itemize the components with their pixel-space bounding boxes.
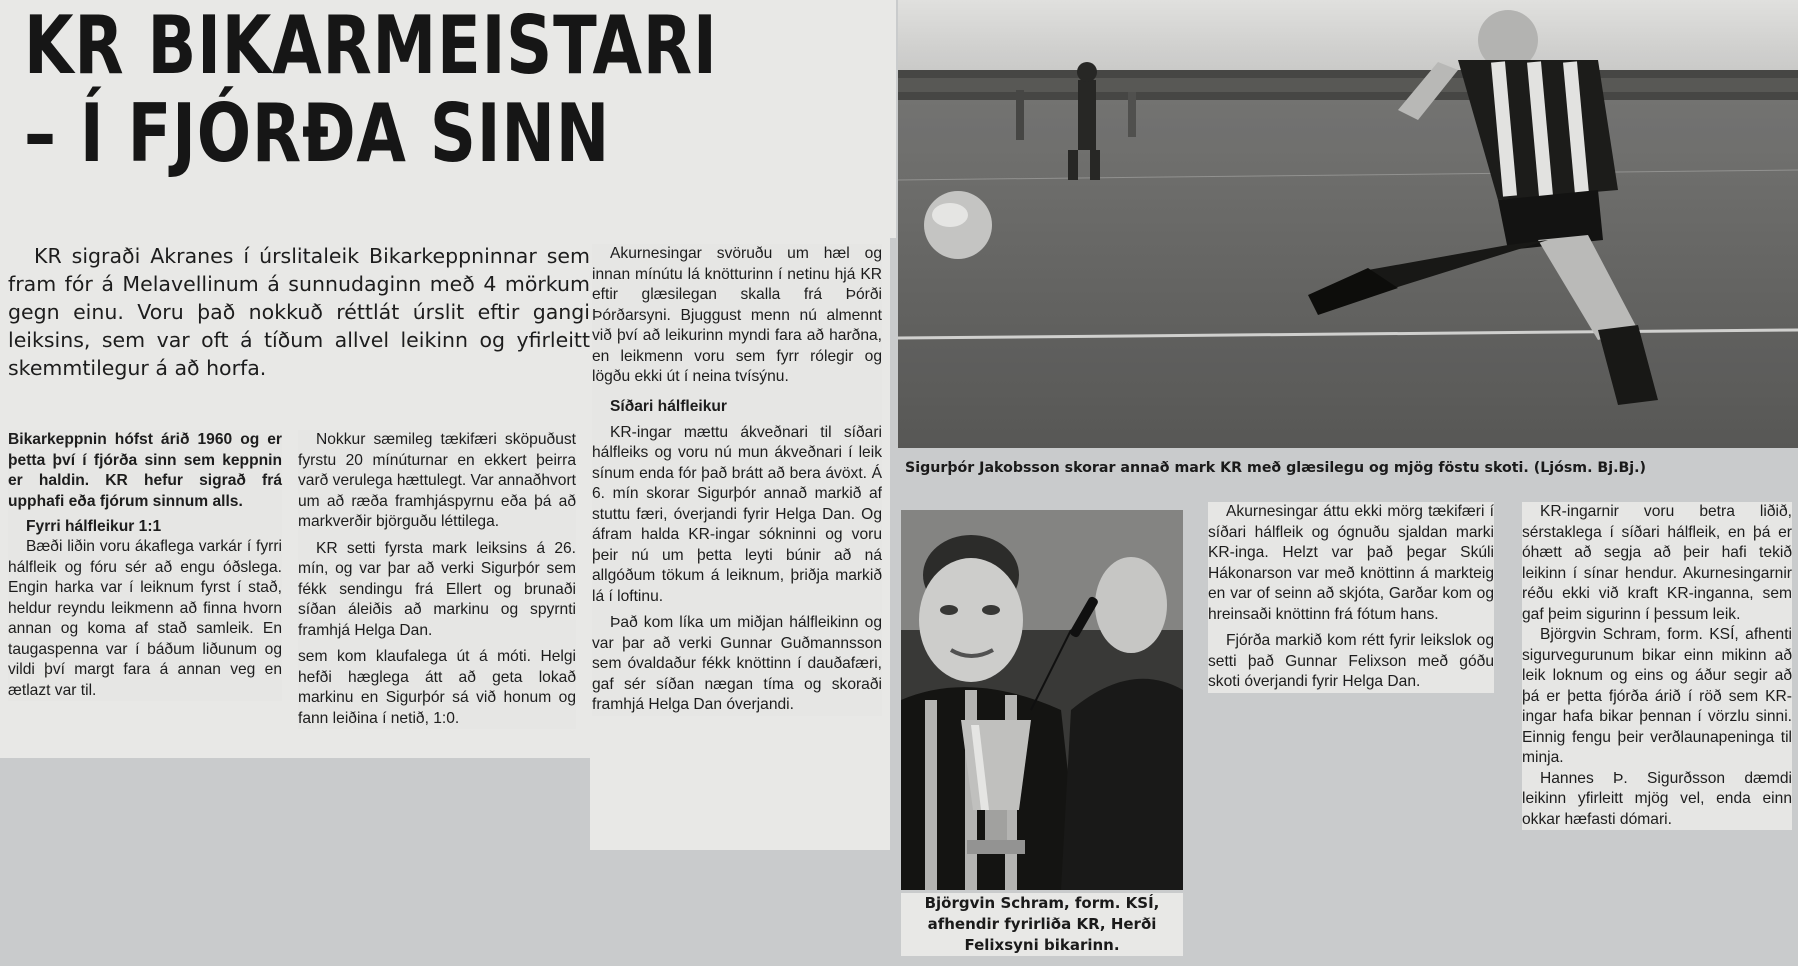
col2-paragraph-2: KR setti fyrsta mark leiksins á 26. mín, og var þar að verki Sigurþór sem fékk sendingu frá Ellert og brunaði síðan áleiðis að markinu og spyrnti framhjá Helga Dan. — [298, 539, 576, 639]
lede-paragraph — [8, 242, 590, 382]
col3-paragraph-3: Það kom líka um miðjan hálfleikinn og var þar að verki Gunnar Guðmannsson sem óvaldaður fékk knöttinn í dauðafæri, gaf sér síðan nægan tíma og skoraði framhjá Helga Dan óverjandi. — [592, 614, 882, 713]
col5-paragraph-1: KR-ingarnir voru betra liðið, sérstaklega í síðari hálfleik, en þá er óhætt að segja að þeir hafi tekið leikinn í sínar hendur. Akurnesingarnir réðu ekki við kraft KR-inganna, sem gaf þeim sigurinn í þessum leik. — [1522, 503, 1792, 623]
headline-line-1: KR BIKARMEISTARI — [24, 0, 718, 92]
trophy-presentation-image — [901, 510, 1183, 890]
trophy-photo-caption — [901, 893, 1183, 956]
col1-subhead: Fyrri hálfleikur 1:1 — [26, 518, 162, 535]
article-column-5 — [1522, 502, 1792, 830]
article-column-2 — [298, 430, 576, 729]
lede-text: KR sigraði Akranes í úrslitaleik Bikarkeppninnar sem fram fór á Melavellinum á sunnudaginn með 4 mörkum gegn einu. Voru það nokkuð réttlát úrslit eftir gangi leiksins, sem var oft á tíðum allvel leikinn og yfirleitt skemmtilegur á að horfa. — [8, 244, 590, 380]
col5-paragraph-2: Björgvin Schram, form. KSÍ, afhenti sigurvegurunum bikar einn mikinn að leik loknum og eins og áður segir að þá er þetta fjórða árið í röð sem KR-ingar hafa bikar þennan í vörzlu sinni. Einnig fengu þeir verðlaunapeninga til minja. — [1522, 626, 1792, 766]
col4-paragraph-2: Fjórða markið kom rétt fyrir leikslok og setti það Gunnar Felixson með góðu skoti óverjandi fyrir Helga Dan. — [1208, 632, 1494, 690]
football-action-photo — [898, 0, 1798, 448]
col3-paragraph-2: KR-ingar mættu ákveðnari til síðari hálfleiks og voru nú mun ákveðnari í leik sínum enda fór það brátt að bera ávöxt. Á 6. mín skorar Sigurþór annað markið af stuttu færi, óverjandi fyrir Helga Dan. Og áfram halda KR-ingar sókninni og voru þeir nú um þetta leyti búnir að ná allgóðum tökum á leiknum, þriðja markið lá í loftinu. — [592, 423, 882, 605]
col3-subhead: Síðari hálfleikur — [610, 397, 727, 415]
action-photo-caption — [905, 458, 1795, 478]
article-column-1 — [8, 430, 282, 701]
col1-intro: Bikarkeppnin hófst árið 1960 og er þetta því í fjórða sinn sem keppnin er haldin. KR hefur sigrað frá upphafi eða fjórum sinnum alls. — [8, 431, 282, 510]
col2-paragraph-1: Nokkur sæmileg tækifæri sköpuðust fyrstu 20 mínúturnar en ekkert þeirra varð verulega hættulegt. Var annaðhvort um að ræða framhjáspyrnu eða þá að markverðir björguðu léttilega. — [298, 431, 576, 530]
article-column-4 — [1208, 502, 1494, 693]
headline-line-2: – Í FJÓRÐA SINN — [24, 87, 611, 180]
col2-paragraph-3: sem kom klaufalega út á móti. Helgi hefði hæglega átt að geta lokað markinu en Sigurþór sá við honum og fann leiðina í netið, 1:0. — [298, 648, 576, 727]
col3-paragraph-1: Akurnesingar svöruðu um hæl og innan mínútu lá knötturinn í netinu hjá KR eftir glæsilegan skalla frá Þórði Þórðarsyni. Bjuggust menn nú almennt við því að leikurinn myndi fara að harðna, en leikmenn voru sem fyrr rólegir og lögðu ekki út í neina tvísýnu. — [592, 245, 882, 385]
football-action-image — [898, 0, 1798, 448]
trophy-presentation-photo — [901, 510, 1183, 890]
article-column-3 — [592, 244, 882, 716]
col5-paragraph-3: Hannes Þ. Sigurðsson dæmdi leikinn yfirleitt mjög vel, enda einn okkar hæfasti dómari. — [1522, 769, 1792, 828]
action-photo-caption-text: Sigurþór Jakobsson skorar annað mark KR með glæsilegu og mjög föstu skoti. (Ljósm. Bj.Bj.) — [905, 460, 1647, 476]
trophy-photo-caption-text: Björgvin Schram, form. KSÍ, afhendir fyrirliða KR, Herði Felixsyni bikarinn. — [924, 894, 1160, 954]
headline — [24, 2, 720, 178]
col1-paragraph: Bæði liðin voru ákaflega varkár í fyrri hálfleik og fóru sér að engu óðslega. Engin harka var í leiknum fyrst í stað, heldur reyndu leikmenn að finna hvorn annan og koma af stað samleik. En taugaspenna var í báðum liðunum og vildi því margt fara á annan veg en ætlazt var til. — [8, 538, 282, 699]
col4-paragraph-1: Akurnesingar áttu ekki mörg tækifæri í síðari hálfleik og ógnuðu sjaldan marki KR-inga. Helzt var það þegar Skúli Hákonarson var með knöttinn á markteig en var of seinn að skjóta, Garðar kom og hreinsaði knöttinn frá fótum hans. — [1208, 503, 1494, 623]
